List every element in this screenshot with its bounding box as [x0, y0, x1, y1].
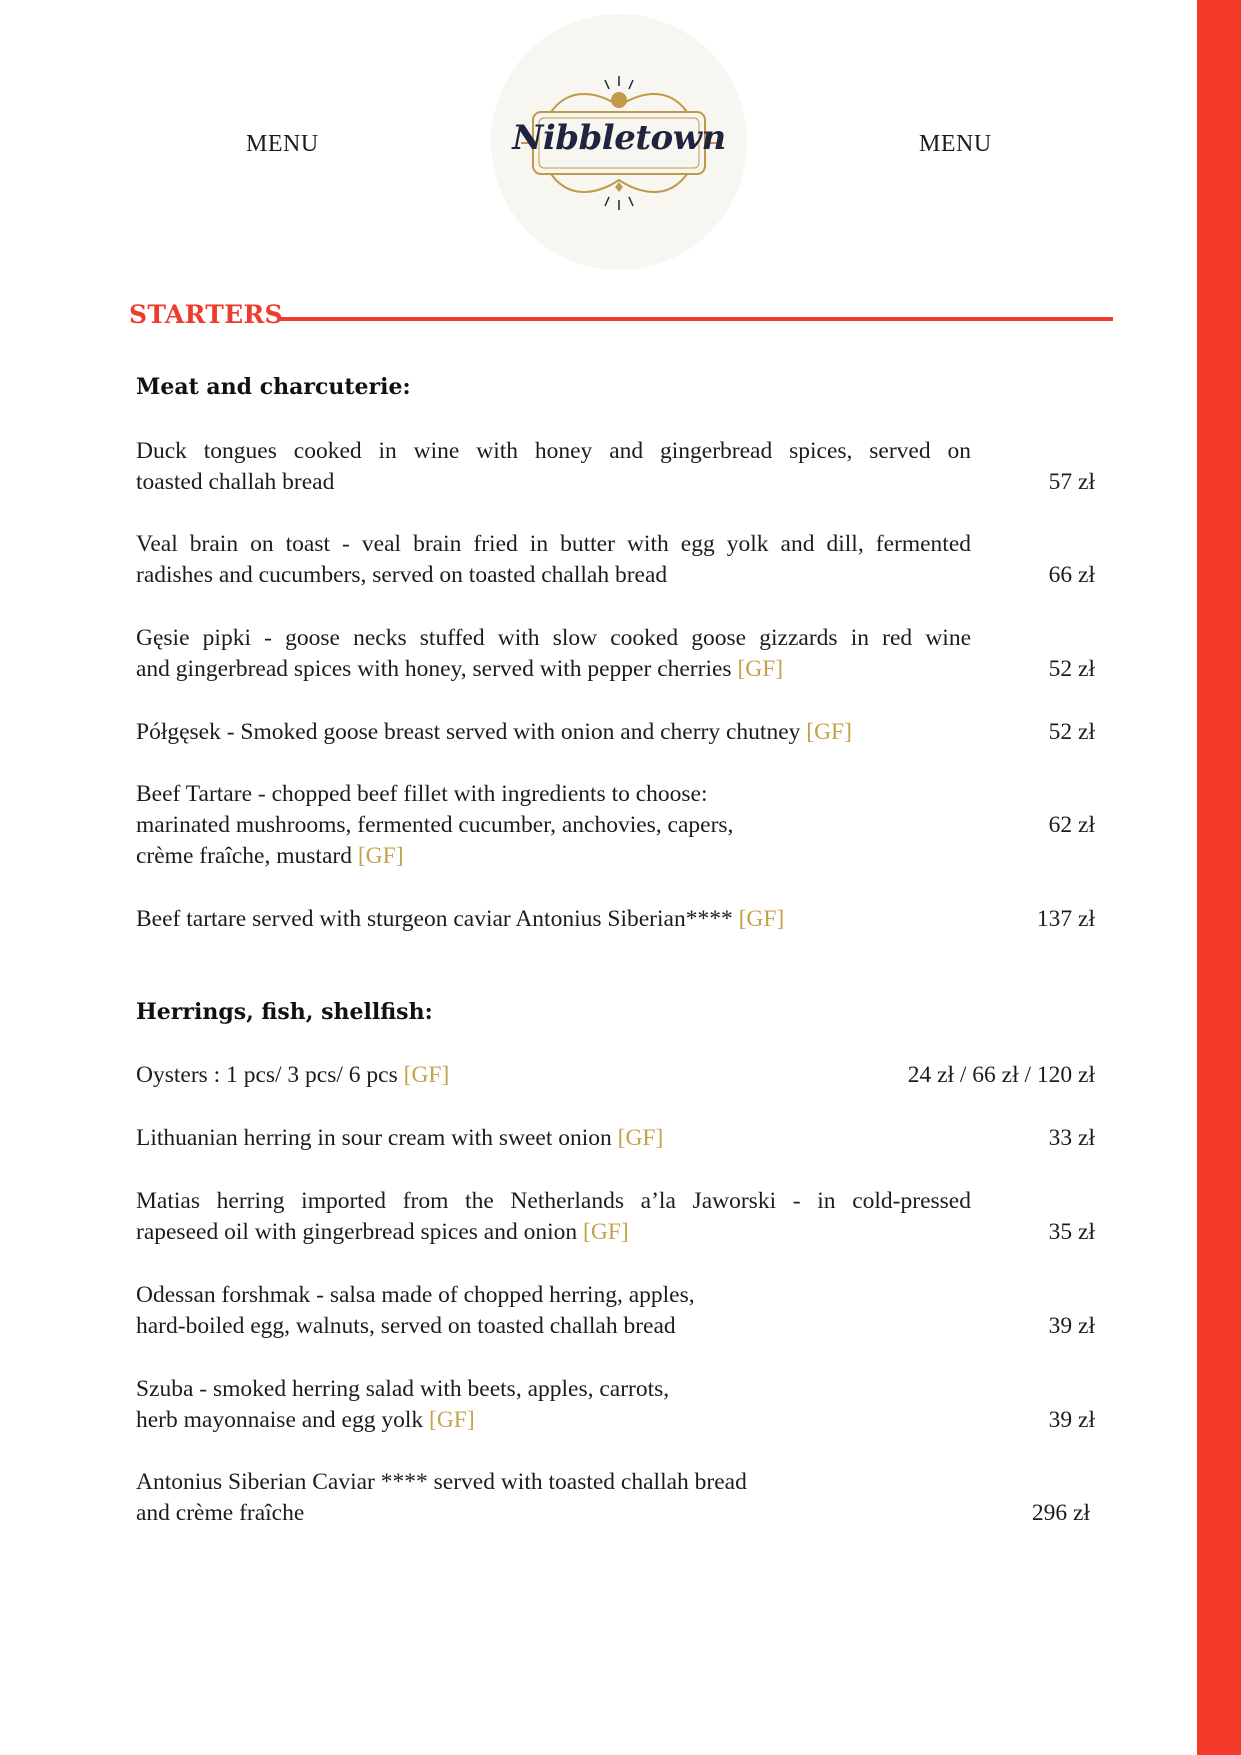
group-heading: Herrings, fish, shellfish:	[136, 999, 433, 1025]
section-divider	[279, 317, 1113, 321]
menu-item: Duck tongues cooked in wine with honey and gingerbread spices, served on toasted challah bread	[136, 438, 971, 495]
gluten-free-tag: [GF]	[806, 719, 852, 745]
menu-item: Odessan forshmak - salsa made of chopped herring, apples, hard-boiled egg, walnuts, served on toasted challah bread	[136, 1282, 695, 1339]
gluten-free-tag: [GF]	[737, 656, 784, 682]
menu-item: Gęsie pipki - goose necks stuffed with slow cooked goose gizzards in red wine and gingerbread spices with honey, served with pepper cherries [GF]	[136, 625, 971, 682]
item-price: 24 zł / 66 zł / 120 zł	[907, 1062, 1095, 1088]
menu-label-right: MENU	[919, 131, 992, 157]
logo-wordmark: Nibbletown	[512, 118, 726, 158]
item-price: 66 zł	[1048, 562, 1095, 588]
logo	[491, 14, 747, 270]
menu-item: Veal brain on toast - veal brain fried in butter with egg yolk and dill, fermented radishes and cucumbers, served on toasted challah bread	[136, 531, 971, 588]
gluten-free-tag: [GF]	[738, 906, 785, 932]
menu-item: Oysters : 1 pcs/ 3 pcs/ 6 pcs [GF]	[136, 1062, 450, 1088]
item-price: 137 zł	[1036, 906, 1095, 932]
item-price: 39 zł	[1048, 1313, 1095, 1339]
item-price: 33 zł	[1048, 1125, 1095, 1151]
item-price: 296 zł	[1031, 1500, 1090, 1526]
section-title: STARTERS	[129, 300, 283, 329]
menu-item: Szuba - smoked herring salad with beets, apples, carrots, herb mayonnaise and egg yolk [GF]	[136, 1376, 670, 1433]
right-accent-bar	[1197, 0, 1241, 1755]
gluten-free-tag: [GF]	[583, 1219, 629, 1245]
item-price: 57 zł	[1048, 469, 1095, 495]
menu-item: Matias herring imported from the Netherlands a’la Jaworski - in cold-pressed rapeseed oil with gingerbread spices and onion [GF]	[136, 1188, 971, 1245]
item-price: 35 zł	[1048, 1219, 1095, 1245]
gluten-free-tag: [GF]	[617, 1125, 664, 1151]
item-price: 52 zł	[1048, 719, 1095, 745]
item-price: 39 zł	[1048, 1407, 1095, 1433]
menu-item: Beef Tartare - chopped beef fillet with ingredients to choose: marinated mushrooms, fermented cucumber, anchovies, capers, crème fraîche, mustard [GF]	[136, 781, 734, 869]
menu-item: Lithuanian herring in sour cream with sweet onion [GF]	[136, 1125, 664, 1151]
gluten-free-tag: [GF]	[357, 843, 404, 869]
menu-label-left: MENU	[246, 131, 319, 157]
gluten-free-tag: [GF]	[403, 1062, 450, 1088]
menu-item: Półgęsek - Smoked goose breast served with onion and cherry chutney [GF]	[136, 719, 852, 745]
menu-item: Beef tartare served with sturgeon caviar Antonius Siberian**** [GF]	[136, 906, 785, 932]
group-heading: Meat and charcuterie:	[136, 374, 411, 400]
gluten-free-tag: [GF]	[429, 1407, 475, 1433]
menu-item: Antonius Siberian Caviar **** served with toasted challah bread and crème fraîche	[136, 1469, 747, 1526]
item-price: 62 zł	[1048, 812, 1095, 838]
item-price: 52 zł	[1048, 656, 1095, 682]
